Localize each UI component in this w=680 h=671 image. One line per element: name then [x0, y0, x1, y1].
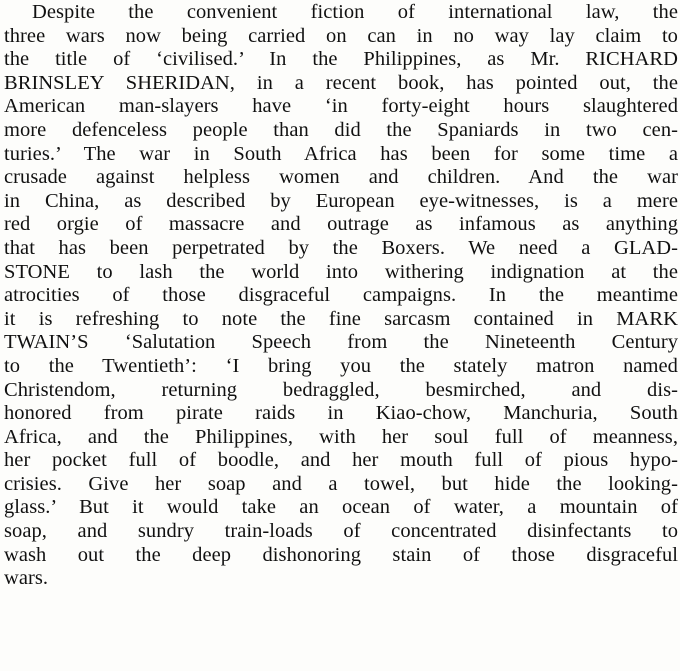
article-line: wars.	[4, 567, 49, 590]
article-line: red orgie of massacre and outrage as infamous as anything	[4, 213, 678, 236]
article-line: BRINSLEY SHERIDAN, in a recent book, has pointed out, the	[4, 71, 678, 94]
article-line: in China, as described by European eye-witnesses, is a mere	[4, 189, 678, 212]
article-line: wash out the deep dishonoring stain of those disgraceful	[4, 543, 678, 566]
article-line: STONE to lash the world into withering indignation at the	[4, 260, 678, 283]
article-line: three wars now being carried on can in no way lay claim to	[4, 24, 678, 47]
article-line: Despite the convenient fiction of international law, the	[32, 1, 678, 23]
article-line: Africa, and the Philippines, with her soul full of meanness,	[4, 425, 678, 448]
article-line: soap, and sundry train-loads of concentrated disinfectants to	[4, 520, 678, 543]
article-line: her pocket full of boodle, and her mouth full of pious hypo-	[4, 449, 678, 472]
article-line: crisies. Give her soap and a towel, but hide the looking-	[4, 472, 678, 495]
article-line: crusade against helpless women and children. And the war	[4, 166, 678, 189]
article-line: that has been perpetrated by the Boxers. We need a GLAD-	[4, 236, 678, 259]
article-line: American man-slayers have ‘in forty-eight hours slaughtered	[4, 95, 678, 118]
article-line: honored from pirate raids in Kiao-chow, Manchuria, South	[4, 402, 678, 425]
article-line: the title of ‘civilised.’ In the Philippines, as Mr. RICHARD	[4, 48, 678, 71]
article-line: Christendom, returning bedraggled, besmirched, and dis-	[4, 378, 678, 401]
article-paragraph	[4, 1, 678, 591]
article-line: TWAIN’S ‘Salutation Speech from the Nineteenth Century	[4, 331, 678, 354]
article-line: glass.’ But it would take an ocean of water, a mountain of	[4, 496, 678, 519]
article-line: turies.’ The war in South Africa has been for some time a	[4, 142, 678, 165]
article-line: atrocities of those disgraceful campaigns. In the meantime	[4, 284, 678, 307]
article-line: more defenceless people than did the Spaniards in two cen-	[4, 118, 678, 141]
article-line: it is refreshing to note the fine sarcasm contained in MARK	[4, 307, 678, 330]
article-line: to the Twentieth’: ‘I bring you the stately matron named	[4, 354, 678, 377]
